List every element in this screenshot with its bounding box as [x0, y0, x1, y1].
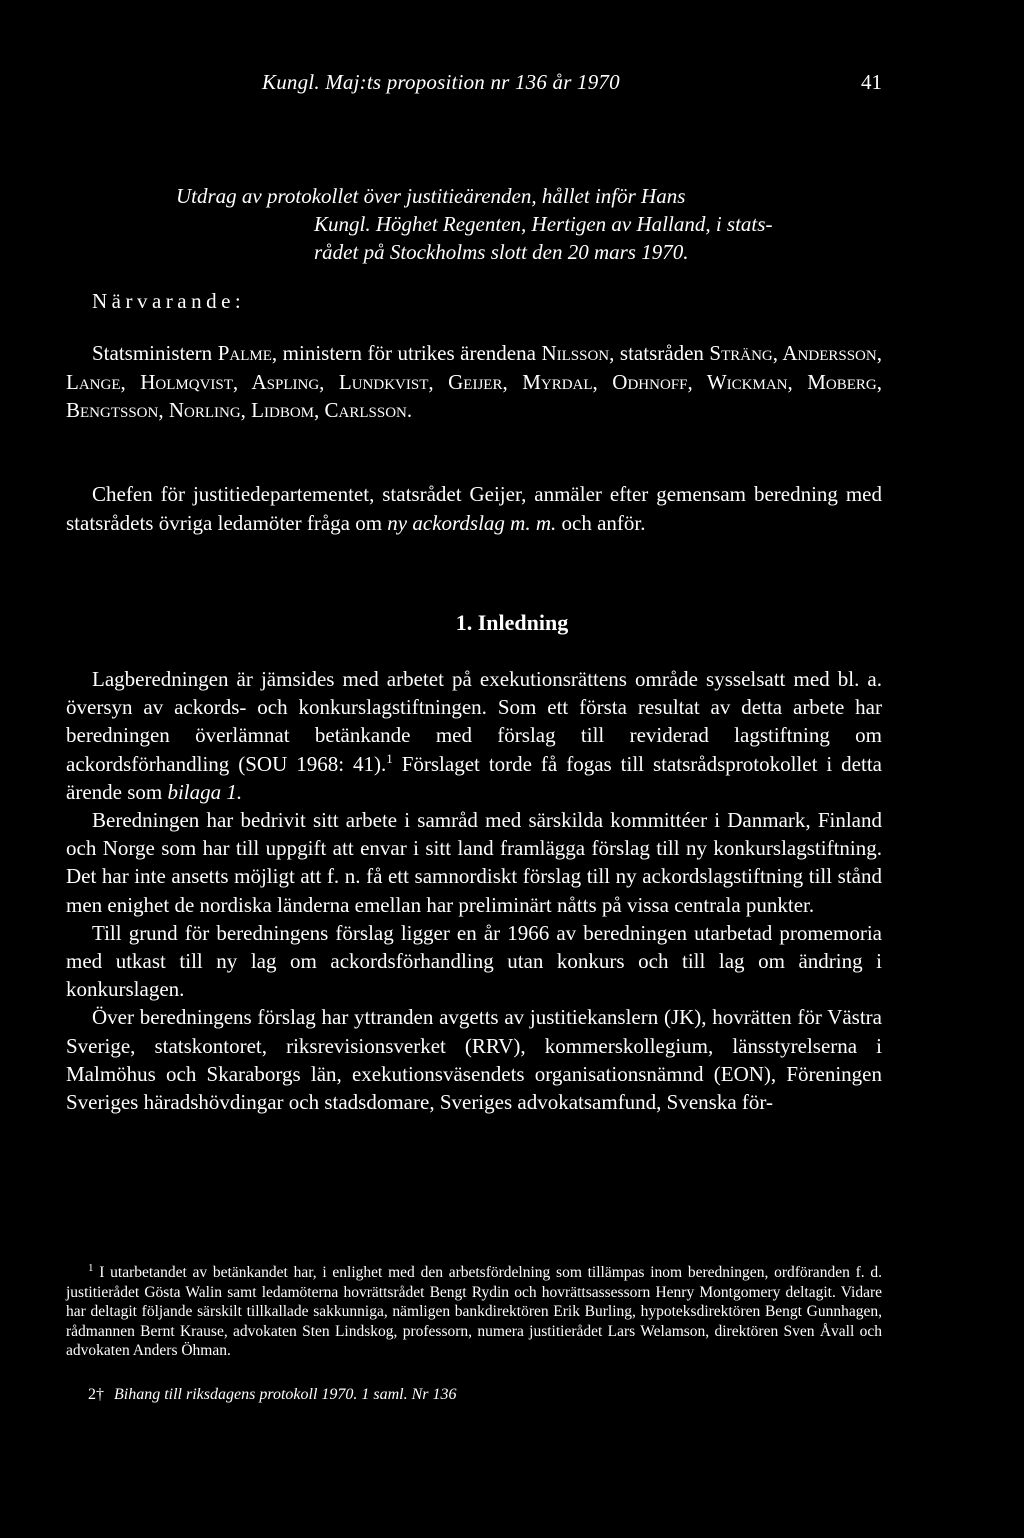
paragraph-1 — [66, 665, 882, 806]
chief-subject: ny ackordslag m. m. — [387, 510, 557, 535]
running-title: Kungl. Maj:ts proposition nr 136 år 1970 — [262, 70, 620, 94]
excerpt-line-2: Kungl. Höghet Regenten, Hertigen av Halland, i stats- — [314, 212, 773, 236]
paragraph-1-text: Lagberedningen är jämsides med arbetet på exekutionsrättens område sysselsatt med bl. a. översyn av ackords- och konkurslagstiftningen. Som ett första resultat av detta arbete har beredningen överlämnat betänkande med förslag till reviderad lagstiftning om ackordsförhandling (SOU 1968: 41). — [66, 667, 882, 776]
page-header — [262, 70, 882, 104]
minister-nilsson: Nilsson — [541, 341, 610, 365]
minister-names: Sträng, Andersson, Lange, Holmqvist, Aspling, Lundkvist, Geijer, Myrdal, Odhnoff, Wickman, Moberg, Bengtsson, Norling, Lidbom, Carlsson — [66, 341, 882, 422]
page-number: 41 — [861, 70, 882, 94]
chief-end: och anför. — [556, 510, 646, 535]
signature-line — [88, 1386, 457, 1404]
protocol-excerpt-heading — [176, 182, 876, 266]
paragraph-4: Över beredningens förslag har yttranden avgetts av justitiekanslern (JK), hovrätten för Västra Sverige, statskontoret, riksrevisionsverket (RRV), kommerskollegium, länsstyrelserna i Malmöhus och Skaraborgs län, exekutionsväsendets organisationsnämnd (EON), Föreningen Sveriges häradshövdingar och stadsdomare, Sveriges advokatsamfund, Svenska för- — [66, 1005, 882, 1115]
excerpt-line-3: rådet på Stockholms slott den 20 mars 1970. — [314, 240, 689, 264]
footnote — [66, 1263, 882, 1361]
chief-text: Chefen för justitiedepartementet, statsrådet Geijer, anmäler efter gemensam beredning med statsrådets övriga ledamöter fråga om — [66, 482, 882, 535]
paragraph-2: Beredningen har bedrivit sitt arbete i samråd med särskilda kommittéer i Danmark, Finland och Norge som har till uppgift att envar i sitt land framlägga förslag till ny konkurslagstiftning. Det har inte ansetts möjligt att f. n. få ett samnordiskt förslag till ny ackordslagstiftning till stånd men enighet de nordiska länderna emellan har preliminärt nåtts på vissa centrala punkter. — [66, 808, 882, 917]
ministers-paragraph — [66, 339, 882, 425]
footnote-text: I utarbetandet av betänkandet har, i enlighet med den arbetsfördelning som tillämpas inom beredningen, ordföranden f. d. justitierådet Gösta Walin samt ledamöterna hovrättsrådet Bengt Rydin och hovrättsassessorn Henry Montgomery deltagit. Vidare har deltagit följande särskilt tillkallade sakkunniga, nämligen bankdirektören Erik Burling, hypoteksdirektören Bengt Gunnhagen, rådmannen Bernt Krause, advokaten Sten Lindskog, professorn, numera justitierådet Lars Welamson, direktören Sven Åvall och advokaten Anders Öhman. — [66, 1264, 882, 1359]
ministers-end: . — [406, 398, 413, 422]
section-heading: 1. Inledning — [455, 610, 569, 635]
paragraph-1-text-cont: Förslaget torde få fogas till statsrådsprotokollet i detta ärende som — [66, 751, 882, 804]
excerpt-line-1: Utdrag av protokollet över justitieärenden, hållet inför Hans — [176, 184, 686, 208]
body-text — [66, 665, 882, 1116]
present-label: Närvarande: — [92, 289, 246, 313]
signature-text: Bihang till riksdagens protokoll 1970. 1 saml. Nr 136 — [114, 1386, 457, 1403]
footnote-ref: 1 — [386, 750, 393, 766]
chief-paragraph — [66, 480, 882, 537]
ministers-rest-intro: , statsråden — [609, 341, 710, 365]
ministers-mid: , ministern för utrikes ärendena — [271, 341, 542, 365]
paragraph-3: Till grund för beredningens förslag ligger en år 1966 av beredningen utarbetad promemoria med utkast till ny lag om ackordsförhandling utan konkurs och till lag om ändring i konkurslagen. — [66, 920, 882, 1002]
appendix-ref: bilaga 1. — [167, 779, 243, 804]
ministers-intro: Statsministern — [92, 341, 218, 365]
footnote-marker: 1 — [88, 1261, 94, 1274]
minister-palme: Palme — [217, 341, 272, 365]
signature-mark: 2† — [88, 1386, 104, 1403]
